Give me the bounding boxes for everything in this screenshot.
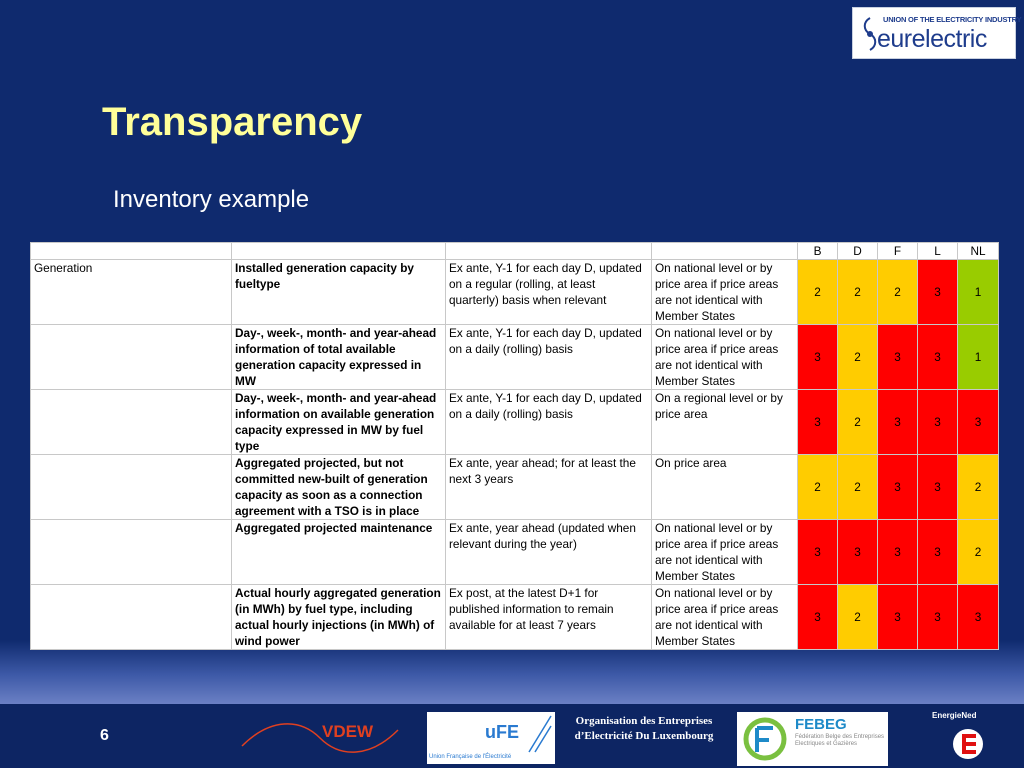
- level-cell: On a regional level or by price area: [652, 390, 798, 455]
- slide-title: Transparency: [102, 100, 363, 144]
- score-cell: 2: [878, 260, 918, 325]
- inventory-table: [30, 242, 999, 650]
- score-cell: 3: [918, 390, 958, 455]
- level-cell: On price area: [652, 455, 798, 520]
- energiened-label: EnergieNed: [932, 711, 977, 720]
- score-cell: 1: [958, 260, 999, 325]
- ufe-wordmark: uFE: [485, 722, 519, 742]
- table-row: [31, 585, 999, 650]
- score-cell: 2: [958, 520, 999, 585]
- score-cell: 3: [798, 390, 838, 455]
- timing-cell: Ex ante, year ahead; for at least the next 3 years: [446, 455, 652, 520]
- vdew-logo: [240, 712, 400, 762]
- table-header-row: [31, 243, 999, 260]
- table-row: [31, 520, 999, 585]
- score-cell: 3: [878, 390, 918, 455]
- information-cell: Installed generation capacity by fueltype: [232, 260, 446, 325]
- score-cell: 2: [838, 260, 878, 325]
- score-cell: 3: [918, 325, 958, 390]
- logo-tagline: UNION OF THE ELECTRICITY INDUSTRY: [883, 15, 1022, 24]
- febeg-wordmark: FEBEG: [795, 716, 847, 733]
- ufe-caption: Union Française de l'Électricité: [429, 754, 512, 760]
- score-cell: 3: [878, 585, 918, 650]
- score-cell: 3: [878, 455, 918, 520]
- table-row: [31, 260, 999, 325]
- level-cell: On national level or by price area if price areas are not identical with Member States: [652, 585, 798, 650]
- score-cell: 2: [838, 585, 878, 650]
- logo-wordmark: eurelectric: [877, 25, 987, 53]
- level-cell: On national level or by price area if price areas are not identical with Member States: [652, 260, 798, 325]
- energiened-mark-icon: [950, 722, 986, 762]
- header-country: L: [918, 243, 958, 260]
- vdew-wordmark: VDEW: [322, 722, 373, 741]
- page-number: 6: [100, 727, 109, 744]
- febeg-logo: [737, 712, 888, 766]
- category-cell: [31, 390, 232, 455]
- level-cell: On national level or by price area if price areas are not identical with Member States: [652, 325, 798, 390]
- score-cell: 3: [798, 325, 838, 390]
- timing-cell: Ex post, at the latest D+1 for published information to remain available for at least 7 years: [446, 585, 652, 650]
- timing-cell: Ex ante, Y-1 for each day D, updated on a regular (rolling, at least quarterly) basis when relevant: [446, 260, 652, 325]
- eurelectric-logo: [852, 7, 1022, 59]
- information-cell: Aggregated projected maintenance: [232, 520, 446, 585]
- score-cell: 2: [798, 455, 838, 520]
- score-cell: 2: [838, 390, 878, 455]
- score-cell: 3: [958, 585, 999, 650]
- category-cell: Generation: [31, 260, 232, 325]
- score-cell: 3: [878, 520, 918, 585]
- timing-cell: Ex ante, year ahead (updated when relevant during the year): [446, 520, 652, 585]
- score-cell: 3: [798, 585, 838, 650]
- category-cell: [31, 455, 232, 520]
- score-cell: 3: [958, 390, 999, 455]
- score-cell: 2: [798, 260, 838, 325]
- header-country: B: [798, 243, 838, 260]
- information-cell: Actual hourly aggregated generation (in MWh) by fuel type, including actual hourly injections (in MWh) of wind power: [232, 585, 446, 650]
- header-country: D: [838, 243, 878, 260]
- febeg-caption: Fédération Belge des Entreprises Electriques et Gazières: [795, 734, 885, 747]
- score-cell: 3: [918, 585, 958, 650]
- score-cell: 3: [878, 325, 918, 390]
- level-cell: On national level or by price area if price areas are not identical with Member States: [652, 520, 798, 585]
- table-row: [31, 325, 999, 390]
- score-cell: 3: [798, 520, 838, 585]
- score-cell: 2: [838, 325, 878, 390]
- timing-cell: Ex ante, Y-1 for each day D, updated on a daily (rolling) basis: [446, 325, 652, 390]
- ufe-logo: [427, 712, 555, 764]
- score-cell: 3: [918, 520, 958, 585]
- score-cell: 2: [838, 455, 878, 520]
- information-cell: Day-, week-, month- and year-ahead information on available generation capacity expressed in MW by fuel type: [232, 390, 446, 455]
- category-cell: [31, 325, 232, 390]
- header-country: NL: [958, 243, 999, 260]
- timing-cell: Ex ante, Y-1 for each day D, updated on a daily (rolling) basis: [446, 390, 652, 455]
- score-cell: 3: [838, 520, 878, 585]
- category-cell: [31, 585, 232, 650]
- febeg-mark-icon: [743, 716, 787, 762]
- category-cell: [31, 520, 232, 585]
- score-cell: 3: [918, 260, 958, 325]
- table-row: [31, 390, 999, 455]
- score-cell: 1: [958, 325, 999, 390]
- slide-subtitle: Inventory example: [113, 186, 310, 213]
- header-country: F: [878, 243, 918, 260]
- table-row: [31, 455, 999, 520]
- score-cell: 3: [918, 455, 958, 520]
- organisation-name: Organisation des Entreprises d’Electricité Du Luxembourg: [574, 715, 714, 742]
- score-cell: 2: [958, 455, 999, 520]
- ufe-bolt-icon: [527, 714, 553, 754]
- information-cell: Aggregated projected, but not committed new-built of generation capacity as soon as a connection agreement with a TSO is in place: [232, 455, 446, 520]
- information-cell: Day-, week-, month- and year-ahead information of total available generation capacity expressed in MW: [232, 325, 446, 390]
